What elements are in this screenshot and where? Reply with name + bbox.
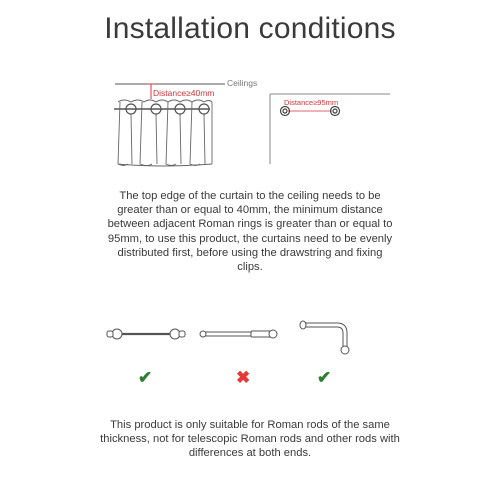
installation-description: The top edge of the curtain to the ceiling needs to be greater than or equal to 40mm, the minimum distance between adjacent Roman rings is greater than or equal to 95mm, to use this product, the curtains need to be evenly distributed first, before using the drawstring and fixing clips. bbox=[107, 190, 393, 274]
page-title: Installation conditions bbox=[104, 12, 396, 45]
ring-inner-icon bbox=[333, 109, 337, 113]
telescopic-rod bbox=[200, 330, 277, 338]
ring-inner-icon bbox=[283, 109, 287, 113]
ring-spacing-diagram bbox=[268, 92, 398, 167]
rod-comparison bbox=[95, 312, 385, 390]
check-icon: ✔ bbox=[138, 368, 153, 387]
check-icon: ✔ bbox=[317, 368, 332, 387]
ceiling-label: Ceilings bbox=[227, 78, 258, 88]
same-thickness-rod bbox=[107, 329, 185, 339]
distance-40-label: Distance≥40mm bbox=[153, 88, 215, 98]
curtain-ceiling-diagram bbox=[100, 72, 260, 172]
bent-rod bbox=[300, 321, 349, 354]
cross-icon: ✖ bbox=[236, 368, 251, 387]
distance-95-label: Distance≥95mm bbox=[284, 98, 339, 107]
rod-suitability-note: This product is only suitable for Roman rods of the same thickness, not for telescopic Roman rods and other rods with differences at both ends. bbox=[100, 419, 400, 460]
curtain-fabric bbox=[118, 100, 212, 166]
